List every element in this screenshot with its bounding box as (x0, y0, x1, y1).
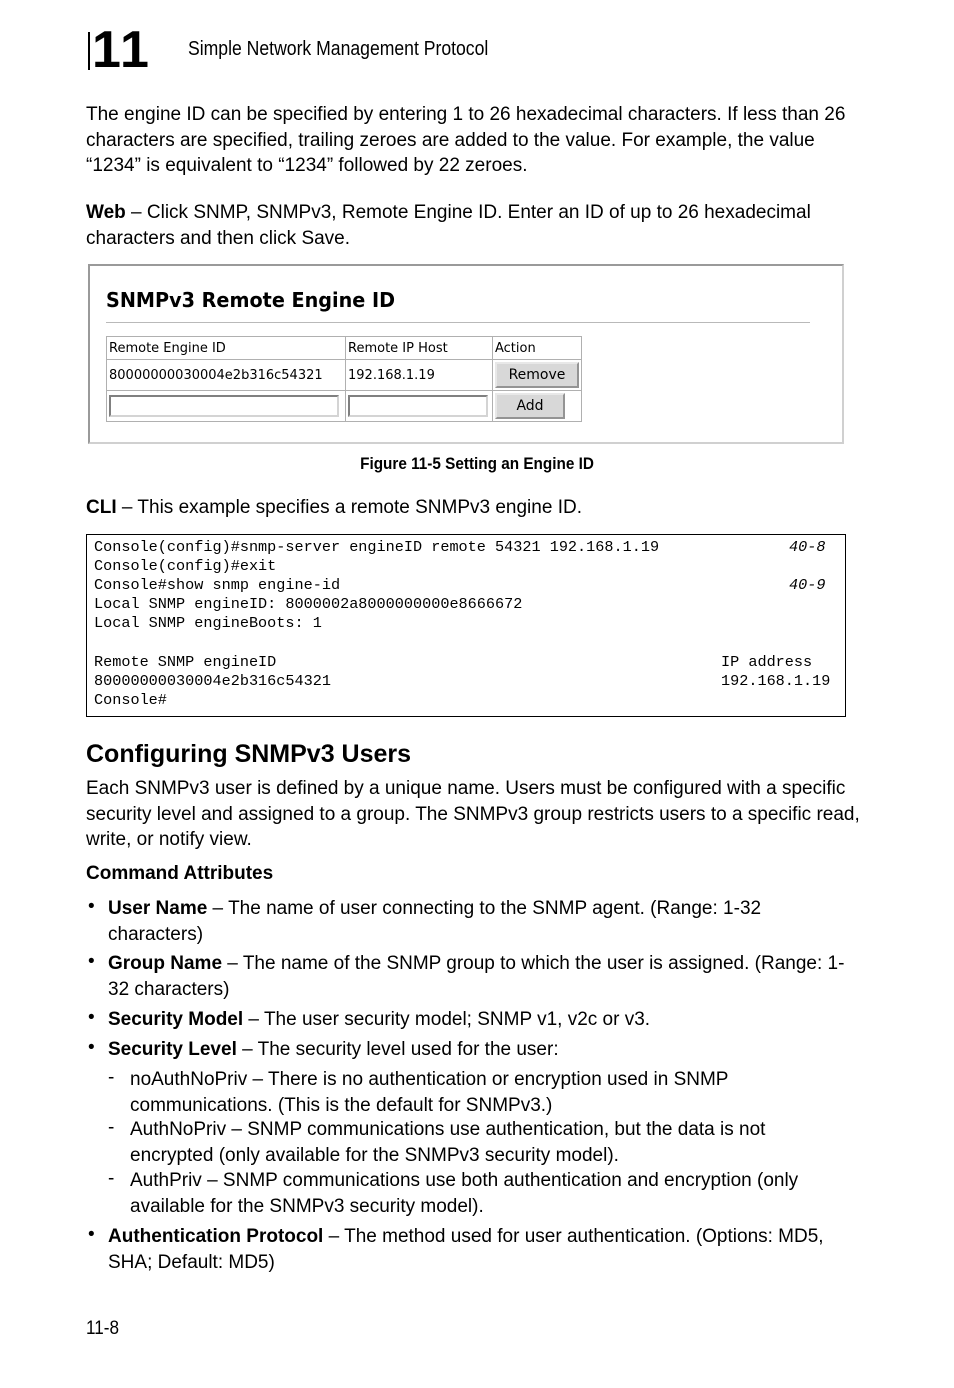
figure-title-rule (106, 322, 810, 324)
code-line: Console(config)#snmp-server engineID remote 54321 192.168.1.19 (94, 538, 660, 556)
ip-address-header: IP address (721, 653, 813, 671)
chapter-number-block (88, 21, 164, 79)
remove-button[interactable]: Remove (495, 362, 579, 388)
cli-label: CLI (86, 497, 117, 518)
code-line: Local SNMP engineBoots: 1 (94, 614, 322, 632)
bullet-description: – The name of user connecting to the SNMP agent. (Range: 1-32 characters) (108, 898, 762, 945)
sub-list-item: AuthNoPriv – SNMP communications use authentication, but the data is not encrypted (only available for the SNMPv3 security model). (130, 1119, 766, 1166)
command-attributes-heading: Command Attributes (86, 863, 274, 884)
web-text: – Click SNMP, SNMPv3, Remote Engine ID. Enter an ID of up to 26 hexadecimal characters and then click Save. (86, 202, 811, 249)
bullet-marker: • (88, 1037, 95, 1058)
code-line: Local SNMP engineID: 8000002a8000000000e8666672 (94, 595, 523, 613)
list-item (108, 951, 848, 1002)
column-header-action: Action (493, 337, 582, 360)
dash-marker: - (108, 1168, 115, 1189)
code-line: Console(config)#exit (94, 557, 277, 575)
intro-paragraph: The engine ID can be specified by entering 1 to 26 hexadecimal characters. If less than 26 characters are specified, trailing zeroes are added to the value. For example, the value “1234” is equivalent to “1234” followed by 22 zeroes. (86, 104, 846, 176)
table-header-row (107, 337, 582, 360)
dash-marker: - (108, 1117, 115, 1138)
sub-list-item: AuthPriv – SNMP communications use both authentication and encryption (only available for the SNMPv3 security model). (130, 1170, 799, 1217)
bullet-description: – The name of the SNMP group to which the user is assigned. (Range: 1-32 characters) (108, 953, 845, 1000)
chapter-number-bar (88, 32, 90, 70)
remote-engine-table (106, 336, 582, 422)
command-reference: 40-8 (789, 538, 826, 556)
page-number: 11-8 (86, 1318, 119, 1339)
table-row (107, 360, 582, 391)
new-entry-row (107, 391, 582, 422)
dash-marker: - (108, 1067, 115, 1088)
list-item (108, 896, 848, 947)
sub-list-item: noAuthNoPriv – There is no authentication or encryption used in SNMP communications. (This is the default for SNMPv3.) (130, 1069, 729, 1116)
section-heading: Configuring SNMPv3 Users (86, 740, 412, 768)
bullet-marker: • (88, 896, 95, 917)
bullet-term: Group Name (108, 953, 223, 974)
ip-host-input[interactable] (348, 395, 488, 417)
add-button[interactable]: Add (495, 393, 565, 419)
list-item (108, 1007, 848, 1033)
list-item (108, 1037, 848, 1063)
bullet-term: Security Model (108, 1009, 244, 1030)
column-header-remote-engine-id: Remote Engine ID (107, 337, 346, 360)
figure-caption: Figure 11-5 Setting an Engine ID (360, 454, 594, 473)
engine-id-input[interactable] (109, 395, 339, 417)
bullet-term: User Name (108, 898, 208, 919)
cli-paragraph (86, 495, 866, 521)
bullet-description: – The user security model; SNMP v1, v2c or v3. (243, 1009, 651, 1030)
code-line: Remote SNMP engineID (94, 653, 277, 671)
code-line: Console#show snmp engine-id (94, 576, 341, 594)
code-line: Console# (94, 691, 167, 709)
column-header-remote-ip-host: Remote IP Host (346, 337, 493, 360)
command-reference: 40-9 (789, 576, 826, 594)
ip-host-cell: 192.168.1.19 (346, 360, 493, 391)
bullet-marker: • (88, 1007, 95, 1028)
engine-id-screenshot (88, 264, 844, 444)
cli-code-block (86, 534, 846, 717)
ip-address-value: 192.168.1.19 (721, 672, 831, 690)
cli-text: – This example specifies a remote SNMPv3 engine ID. (116, 497, 582, 518)
list-item (108, 1224, 848, 1275)
figure-panel-title: SNMPv3 Remote Engine ID (106, 288, 396, 312)
web-paragraph (86, 200, 866, 251)
web-label: Web (86, 202, 126, 223)
section-paragraph: Each SNMPv3 user is defined by a unique name. Users must be configured with a specific security level and assigned to a group. The SNMPv3 group restricts users to a specific read, write, or notify view. (86, 778, 860, 850)
bullet-description: – The security level used for the user: (236, 1039, 559, 1060)
bullet-term: Authentication Protocol (108, 1226, 324, 1247)
running-header-title: Simple Network Management Protocol (188, 38, 489, 60)
bullet-description: – The method used for user authentication. (Options: MD5, SHA; Default: MD5) (108, 1226, 824, 1273)
code-line: 80000000030004e2b316c54321 (94, 672, 331, 690)
chapter-number: 11 (92, 21, 151, 79)
new-action-cell (493, 391, 582, 422)
bullet-term: Security Level (108, 1039, 237, 1060)
new-ip-host-cell (346, 391, 493, 422)
action-cell (493, 360, 582, 391)
engine-id-cell: 80000000030004e2b316c54321 (107, 360, 346, 391)
bullet-marker: • (88, 951, 95, 972)
bullet-marker: • (88, 1224, 95, 1245)
new-engine-id-cell (107, 391, 346, 422)
